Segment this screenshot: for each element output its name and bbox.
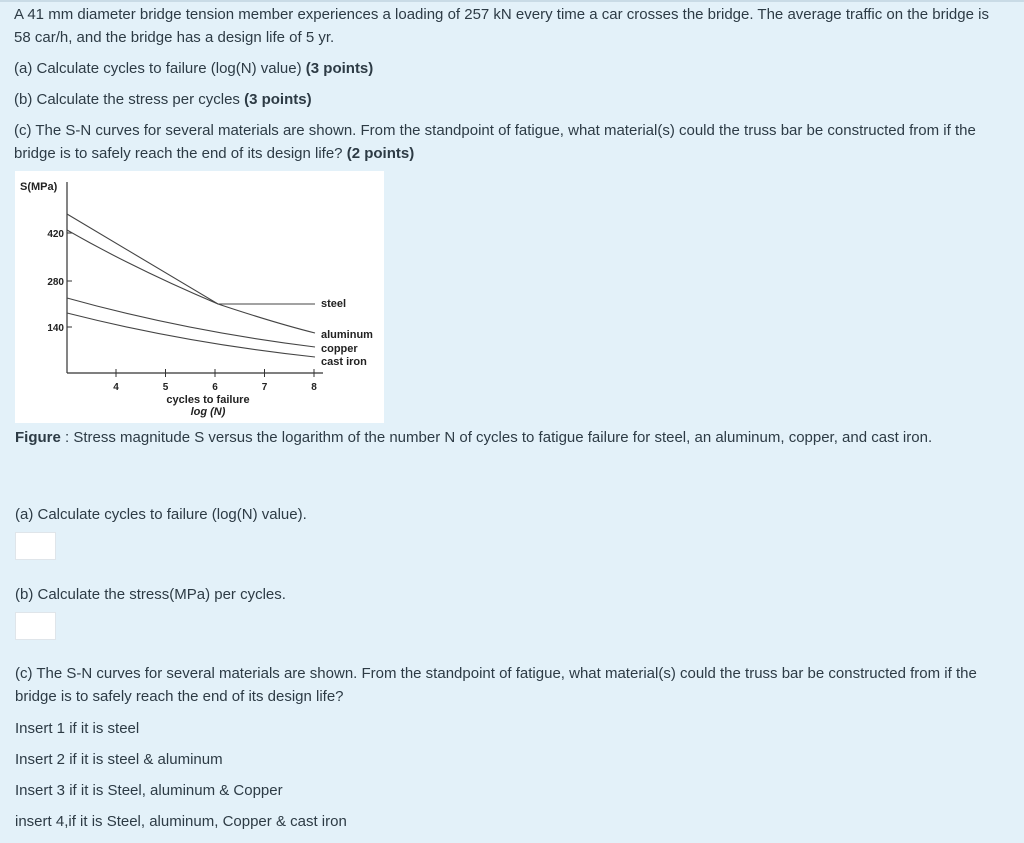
option-1: Insert 1 if it is steel [15, 720, 140, 737]
sn-curve-figure [15, 171, 384, 423]
series-label-cast-iron: cast iron [321, 356, 367, 368]
part-c-prompt: (c) The S-N curves for several materials are shown. From the standpoint of fatigue, what material(s) could the truss bar be constructed from if the bridge is to safely reach the end of its design life? (2 points) [14, 122, 976, 162]
series-labels [321, 298, 373, 368]
x-tick-label: 5 [162, 382, 169, 393]
x-tick-label: 8 [311, 382, 317, 393]
answer-b-input[interactable] [15, 612, 56, 640]
option-3: Insert 3 if it is Steel, aluminum & Copper [15, 782, 283, 799]
series-line-aluminum [67, 230, 315, 333]
answer-c-prompt: (c) The S-N curves for several materials are shown. From the standpoint of fatigue, what material(s) could the truss bar be constructed from if the bridge is to safely reach the end of its design life? [15, 665, 977, 705]
question-intro: A 41 mm diameter bridge tension member experiences a loading of 257 kN every time a car crosses the bridge. The average traffic on the bridge is 58 car/h, and the bridge has a design life of 5 yr. [14, 6, 989, 46]
sn-chart [15, 171, 384, 423]
series-label-copper: copper [321, 343, 358, 355]
answer-a-input[interactable] [15, 532, 56, 560]
y-tick-label: 280 [47, 277, 64, 288]
y-tick-label: 420 [47, 229, 64, 240]
option-2: Insert 2 if it is steel & aluminum [15, 751, 223, 768]
y-tick-label: 140 [47, 323, 64, 334]
series-line-cast-iron [67, 313, 315, 357]
series-lines [67, 214, 315, 357]
x-tick-label: 4 [113, 382, 119, 393]
answer-b-prompt: (b) Calculate the stress(MPa) per cycles. [15, 586, 286, 603]
answer-a-prompt: (a) Calculate cycles to failure (log(N) value). [15, 506, 307, 523]
option-4: insert 4,if it is Steel, aluminum, Copper & cast iron [15, 813, 347, 830]
part-b-prompt: (b) Calculate the stress per cycles (3 points) [14, 91, 312, 108]
x-axis-label-line1: cycles to failure [166, 394, 250, 406]
series-label-aluminum: aluminum [321, 329, 373, 341]
x-tick-label: 7 [261, 382, 268, 393]
y-ticks [47, 229, 72, 334]
series-line-steel [67, 214, 315, 304]
top-divider [0, 0, 1024, 2]
figure-caption: Figure : Stress magnitude S versus the logarithm of the number N of cycles to fatigue failure for steel, an aluminum, copper, and cast iron. [15, 429, 933, 446]
y-axis-label: S(MPa) [20, 181, 58, 193]
x-axis-label-line2: log (N) [190, 406, 226, 418]
part-a-prompt: (a) Calculate cycles to failure (log(N) value) (3 points) [14, 60, 374, 77]
series-label-steel: steel [321, 298, 347, 310]
x-tick-label: 6 [212, 382, 218, 393]
